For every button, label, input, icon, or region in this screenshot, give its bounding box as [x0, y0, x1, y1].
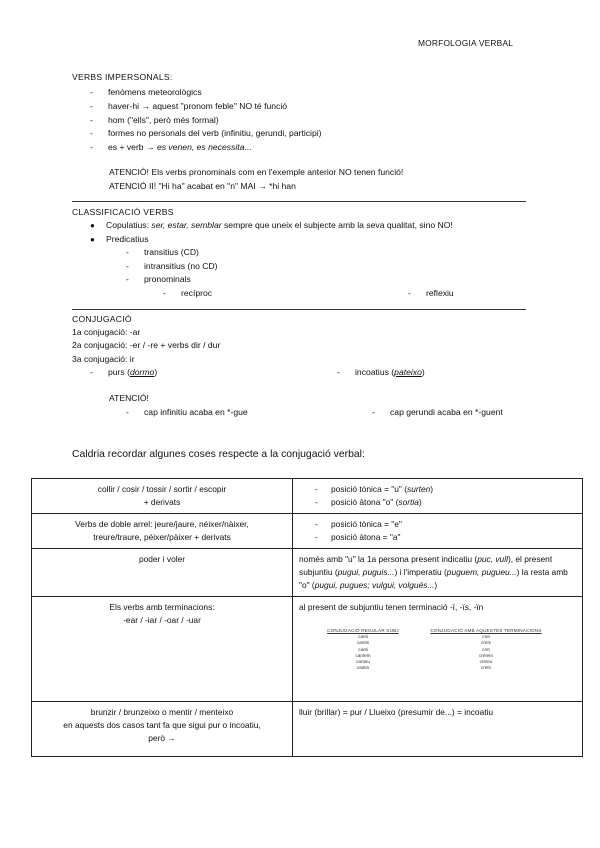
list-item: ● Copulatius: ser, estar, semblar sempre que uneix el subjecte amb la seva qualitat, sino NO! [90, 220, 453, 230]
conjugacio-second: 2a conjugació: -er / -re + verbs dir / dur [72, 340, 221, 350]
table-cell: al present de subjuntiu tenen terminació -ï, -ïs, -ïn CONJUGACIÓ REGULAR SUBJ canti cantis canti cantem canteu cantin CONJUGACIÓ AMB AQUESTES TERMINACIONS crei creïs creï creïem creïeu creïn [293, 597, 583, 702]
table-row [32, 479, 583, 514]
list-item: - cap gerundi acaba en *-guent [372, 407, 503, 417]
list-item: - purs (dormo) [90, 367, 158, 377]
impersonals-heading: VERBS IMPERSONALS: [72, 72, 173, 82]
divider [72, 309, 526, 310]
conjugacio-heading: CONJUGACIÓ [72, 314, 132, 324]
mini-header: CONJUGACIÓ AMB AQUESTES TERMINACIONS [430, 628, 542, 633]
list-item: - cap infinitiu acaba en *-gue [126, 407, 248, 417]
note-pronominals: ATENCIÓ! Els verbs pronominals com en l'exemple anterior NO tenen funció! [109, 167, 404, 177]
table-cell: lluir (brillar) = pur / Llueixo (presumir de...) = incoatiu [293, 702, 583, 757]
list-item: - intransitius (no CD) [126, 261, 218, 271]
table-cell: poder i voler [32, 549, 293, 597]
conjugacio-third: 3a conjugació: ir [72, 354, 135, 364]
table-cell: - posició tònica = "u" (surten) - posició àtona "o" (sortia) [293, 479, 583, 514]
table-row [32, 514, 583, 549]
intro-text: Caldria recordar algunes coses respecte a la conjugació verbal: [72, 449, 365, 460]
atencio-label: ATENCIÓ! [109, 393, 149, 403]
list-item: - formes no personals del verb (infinitiu, gerundi, participi) [90, 128, 322, 138]
divider [72, 201, 526, 202]
list-item: - hom ("ells", però més formal) [90, 115, 219, 125]
table-cell: brunzir / brunzeixo o mentir / menteixo en aquests dos casos tant fa que sigui pur o incoatiu, però → [32, 702, 293, 757]
table-row [32, 549, 583, 597]
list-item: - pronominals [126, 274, 191, 284]
list-item: ● Predicatius [90, 234, 149, 244]
conjugation-mini-table: CONJUGACIÓ REGULAR SUBJ canti cantis canti cantem canteu cantin CONJUGACIÓ AMB AQUESTES TERMINACIONS crei creïs creï creïem creïeu creïn [299, 628, 576, 671]
conjugacio-first: 1a conjugació: -ar [72, 327, 141, 337]
list-item: - transitius (CD) [126, 247, 199, 257]
list-item: - recíproc [163, 288, 213, 298]
mini-header: CONJUGACIÓ REGULAR SUBJ [327, 628, 399, 633]
table-cell: Els verbs amb terminacions: -ear / -iar / -oar / -uar [32, 597, 293, 702]
page-title: MORFOLOGIA VERBAL [418, 38, 514, 48]
list-item: - haver-hi → aquest "pronom feble" NO té funció [90, 101, 288, 111]
classificacio-heading: CLASSIFICACIÓ VERBS [72, 207, 174, 217]
conjugation-table [31, 478, 583, 757]
list-item: - incoatius (pateixo) [337, 367, 425, 377]
list-item: - reflexiu [408, 288, 454, 298]
table-row [32, 702, 583, 757]
note-hi-ha: ATENCIÓ II! "Hi ha" acabat en "n" MAI → *hi han [109, 181, 296, 191]
table-cell: Verbs de doble arrel: jeure/jaure, néixer/nàixer, treure/traure, péixer/pàixer + derivats [32, 514, 293, 549]
table-cell: - posició tònica = "e" - posició àtona = "a" [293, 514, 583, 549]
table-cell: només amb "u" la 1a persona present indicatiu (puc, vull), el present subjuntiu (pugui, puguis...) i l'imperatiu (puguem, pugueu...) la resta amb "o" (pugui, pugues; vulgui, volgués...) [293, 549, 583, 597]
list-item: - es + verb → es venen, es necessita... [90, 142, 252, 152]
table-row [32, 597, 583, 702]
list-item: - fenòmens meteorològics [90, 87, 202, 97]
table-cell: collir / cosir / tossir / sortir / escopir + derivats [32, 479, 293, 514]
